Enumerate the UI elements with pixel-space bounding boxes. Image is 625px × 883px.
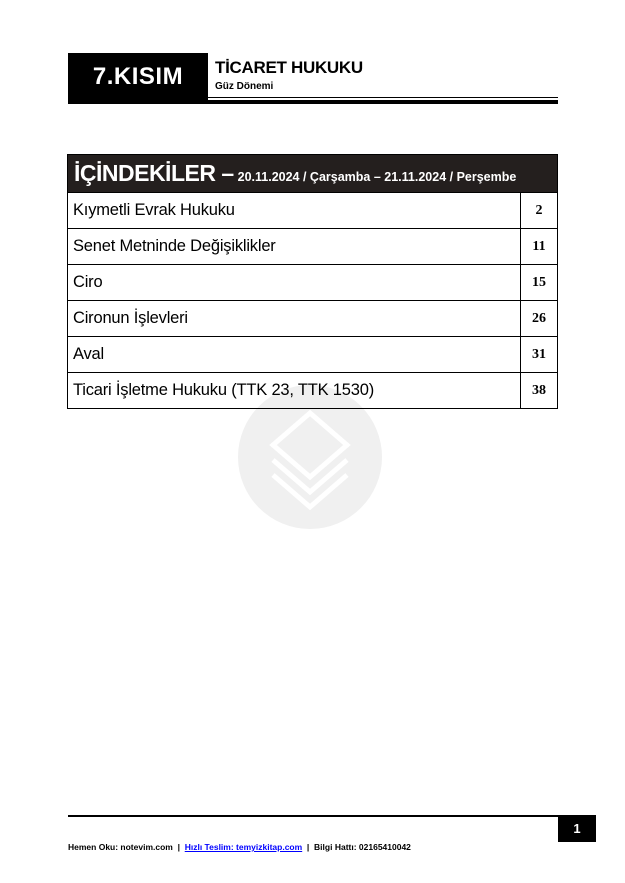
part-label-box bbox=[68, 53, 208, 100]
toc-row[interactable] bbox=[68, 228, 557, 264]
toc-item-page: 15 bbox=[520, 265, 557, 300]
toc-row[interactable] bbox=[68, 264, 557, 300]
page-number-box bbox=[558, 815, 596, 842]
footer-hotline: Bilgi Hattı: 02165410042 bbox=[314, 842, 411, 852]
toc-item-label: Cironun İşlevleri bbox=[73, 309, 188, 327]
chapter-subtitle: Güz Dönemi bbox=[215, 81, 274, 92]
toc-dates: 20.11.2024 / Çarşamba – 21.11.2024 / Perşembe bbox=[237, 169, 517, 184]
toc-item-page: 11 bbox=[520, 229, 557, 264]
toc-item-page: 38 bbox=[520, 373, 557, 408]
toc-row[interactable] bbox=[68, 372, 557, 408]
footer-read-label: Hemen Oku: notevim.com bbox=[68, 842, 173, 852]
toc-item-label: Ciro bbox=[73, 273, 103, 291]
footer-separator: | bbox=[306, 842, 310, 852]
toc-item-label: Aval bbox=[73, 345, 104, 363]
header-divider-thin bbox=[208, 97, 558, 98]
toc-item-label: Ticari İşletme Hukuku (TTK 23, TTK 1530) bbox=[73, 381, 375, 399]
toc-item-page: 26 bbox=[520, 301, 557, 336]
part-label: 7.KISIM bbox=[92, 62, 184, 90]
toc-row[interactable] bbox=[68, 336, 557, 372]
toc-row[interactable] bbox=[68, 192, 557, 228]
toc-item-page: 31 bbox=[520, 337, 557, 372]
footer-text bbox=[68, 842, 411, 852]
toc-item-label: Kıymetli Evrak Hukuku bbox=[73, 201, 235, 219]
footer-separator: | bbox=[177, 842, 180, 852]
toc-heading: İÇİNDEKİLER – bbox=[74, 160, 234, 186]
footer-divider bbox=[68, 815, 558, 817]
table-of-contents bbox=[67, 154, 558, 409]
chapter-title: TİCARET HUKUKU bbox=[215, 58, 363, 77]
delivery-link[interactable]: Hızlı Teslim: temyizkitap.com bbox=[184, 842, 303, 852]
page-number: 1 bbox=[573, 821, 581, 836]
toc-item-page: 2 bbox=[520, 193, 557, 228]
header-divider-thick bbox=[68, 100, 558, 104]
toc-row[interactable] bbox=[68, 300, 557, 336]
toc-header bbox=[68, 155, 557, 192]
toc-item-label: Senet Metninde Değişiklikler bbox=[73, 237, 276, 255]
